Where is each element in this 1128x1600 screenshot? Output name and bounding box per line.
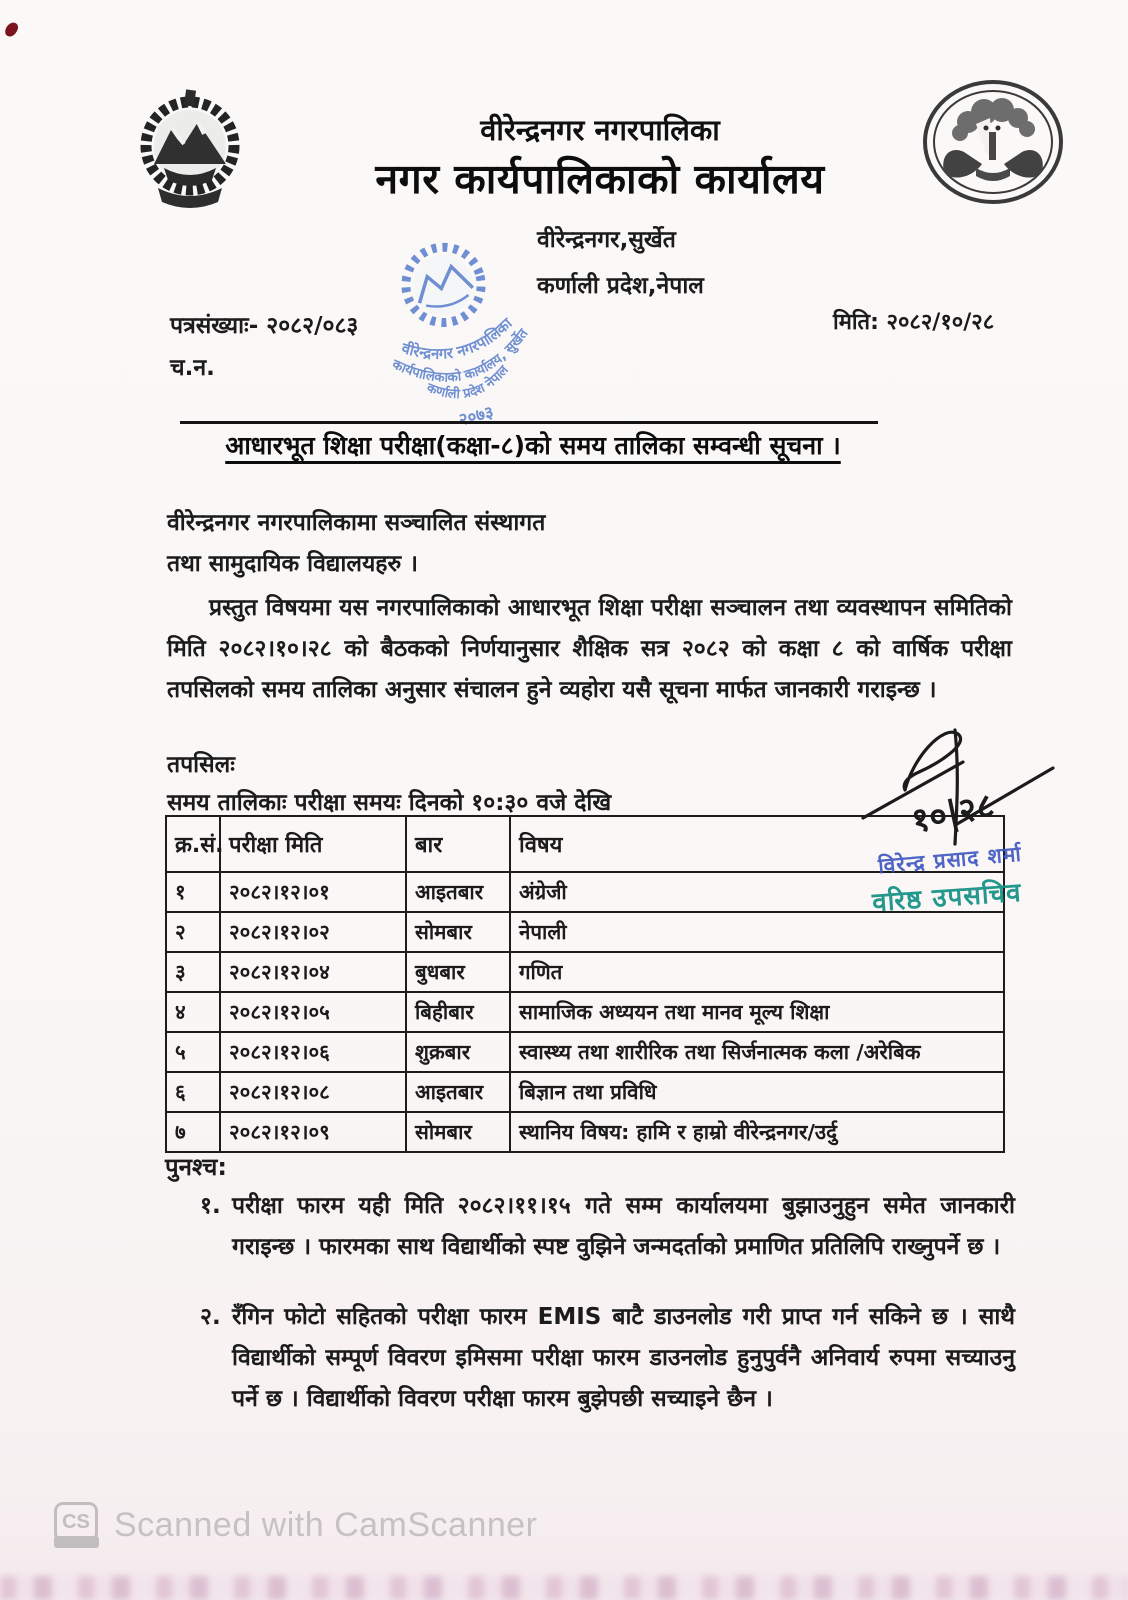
cell-day: शुक्रबार bbox=[406, 1032, 510, 1072]
exam-time-bold: परीक्षा समयः दिनको १०:३० वजे देखि bbox=[294, 790, 612, 816]
cell-date: २०८२।१२।०४ bbox=[220, 952, 406, 992]
col-header-exam-date: परीक्षा मिति bbox=[220, 816, 406, 872]
tapasil-label: तपसिलः bbox=[167, 752, 235, 778]
recipient-line-1: वीरेन्द्रनगर नगरपालिकामा सञ्चालित संस्थागत bbox=[167, 510, 546, 536]
cell-date: २०८२।१२।०१ bbox=[220, 872, 406, 912]
cell-date: २०८२।१२।०९ bbox=[220, 1112, 406, 1152]
cell-day: आइतबार bbox=[406, 1072, 510, 1112]
notice-body-paragraph: प्रस्तुत विषयमा यस नगरपालिकाको आधारभूत शिक्षा परीक्षा सञ्चालन तथा व्यवस्थापन समितिको मिति २०८२।१०।२८ को बैठकको निर्णयानुसार शैक्षिक सत्र २०८२ को कक्षा ८ को वार्षिक परीक्षा तपसिलको समय तालिका अनुसार संचालन हुने व्यहोरा यसै सूचना मार्फत जानकारी गराइन्छ । bbox=[167, 595, 1012, 703]
office-address-line2: कर्णाली प्रदेश,नेपाल bbox=[537, 273, 704, 299]
cell-subject: स्वास्थ्य तथा शारीरिक तथा सिर्जनात्मक कला /अरेबिक bbox=[510, 1032, 1004, 1072]
signer-name-stamp: विरेन्द्र प्रसाद शर्मा bbox=[877, 841, 1023, 879]
office-address-line1: वीरेन्द्रनगर,सुर्खेत bbox=[537, 227, 676, 253]
cell-sn: ६ bbox=[166, 1072, 220, 1112]
scan-artifact-speck bbox=[3, 20, 20, 38]
camscanner-watermark bbox=[54, 1502, 538, 1548]
subject-divider-rule bbox=[180, 421, 878, 424]
handwritten-date: १०|२८ bbox=[908, 785, 998, 842]
cell-sn: ५ bbox=[166, 1032, 220, 1072]
table-row bbox=[166, 1112, 1004, 1152]
cell-subject: बिज्ञान तथा प्रविधि bbox=[510, 1072, 1004, 1112]
cell-sn: १ bbox=[166, 872, 220, 912]
cell-subject: स्थानिय विषय: हामि र हाम्रो वीरेन्द्रनगर/उर्दु bbox=[510, 1112, 1004, 1152]
cell-date: २०८२।१२।०२ bbox=[220, 912, 406, 952]
cell-subject: नेपाली bbox=[510, 912, 1004, 952]
camscanner-watermark-text: Scanned with CamScanner bbox=[114, 1505, 538, 1544]
cell-day: आइतबार bbox=[406, 872, 510, 912]
office-name: नगर कार्यपालिकाको कार्यालय bbox=[375, 155, 825, 203]
recipient-line-2: तथा सामुदायिक विद्यालयहरु । bbox=[167, 551, 418, 577]
note-text: परीक्षा फारम यही मिति २०८२।११।१५ गते सम्म कार्यालयमा बुझाउनुहुन समेत जानकारी गराइन्छ । फारमका साथ विद्यार्थीको स्पष्ट वुझिने जन्मदर्ताको प्रमाणित प्रतिलिपि राख्नुपर्ने छ । bbox=[232, 1193, 1015, 1260]
note-item-1 bbox=[200, 1186, 1015, 1268]
hands-holding-tree-logo bbox=[916, 76, 1070, 218]
cell-subject: सामाजिक अध्ययन तथा मानव मूल्य शिक्षा bbox=[510, 992, 1004, 1032]
camscanner-icon-bar bbox=[54, 1536, 99, 1548]
cell-day: सोमबार bbox=[406, 912, 510, 952]
col-header-day: बार bbox=[406, 816, 510, 872]
seal-arc-text-2: कार्यपालिकाको कार्यालय, सुर्खेत bbox=[389, 326, 532, 386]
table-row bbox=[166, 1032, 1004, 1072]
cell-date: २०८२।१२।०६ bbox=[220, 1032, 406, 1072]
col-header-subject: विषय bbox=[510, 816, 1004, 872]
camscanner-icon bbox=[54, 1502, 98, 1548]
chalani-number-label: च.न. bbox=[170, 355, 215, 381]
signer-title-stamp: वरिष्ठ उपसचिव bbox=[871, 877, 1023, 919]
handwritten-signature bbox=[845, 712, 1060, 852]
table-row bbox=[166, 992, 1004, 1032]
cell-date: २०८२।१२।०५ bbox=[220, 992, 406, 1032]
cell-sn: ४ bbox=[166, 992, 220, 1032]
table-row bbox=[166, 952, 1004, 992]
cell-sn: ७ bbox=[166, 1112, 220, 1152]
exam-time-line bbox=[167, 785, 611, 817]
seal-arc-text-1: वीरेन्द्रनगर नगरपालिका bbox=[399, 314, 516, 363]
table-row bbox=[166, 1072, 1004, 1112]
note-item-2 bbox=[200, 1297, 1015, 1420]
postscript-heading: पुनश्च: bbox=[165, 1153, 227, 1181]
cell-date: २०८२।१२।०८ bbox=[220, 1072, 406, 1112]
cell-subject: अंग्रेजी bbox=[510, 872, 1004, 912]
cell-day: बिहीबार bbox=[406, 992, 510, 1032]
note-marker: १. bbox=[200, 1193, 221, 1219]
seal-year: २०७३ bbox=[456, 401, 496, 430]
seal-arc-text-3: कर्णाली प्रदेश नेपाल bbox=[424, 363, 512, 403]
cell-day: सोमबार bbox=[406, 1112, 510, 1152]
note-marker: २. bbox=[200, 1304, 221, 1330]
notice-subject-title: आधारभूत शिक्षा परीक्षा(कक्षा-८)को समय तालिका सम्वन्धी सूचना । bbox=[225, 431, 841, 460]
cell-sn: ३ bbox=[166, 952, 220, 992]
municipality-name: वीरेन्द्रनगर नगरपालिका bbox=[480, 113, 720, 147]
col-header-sn: क्र.सं. bbox=[166, 816, 220, 872]
note-text: रँगिन फोटो सहितको परीक्षा फारम EMIS बाटै डाउनलोड गरी प्राप्त गर्न सकिने छ । साथै विद्यार्थीको सम्पूर्ण विवरण इमिसमा परीक्षा फारम डाउनलोड हुनुपुर्वनै अनिवार्य रुपमा सच्याउनु पर्ने छ । विद्यार्थीको विवरण परीक्षा फारम बुझेपछी सच्याइने छैन । bbox=[232, 1304, 1015, 1412]
cell-subject: गणित bbox=[510, 952, 1004, 992]
camscanner-icon-letters: CS bbox=[54, 1502, 98, 1542]
letter-ref-number: पत्रसंख्याः- २०८२/०८३ bbox=[170, 313, 359, 339]
exam-time-prefix: समय तालिकाः bbox=[167, 790, 295, 816]
letter-date: मिति: २०८२/१०/२८ bbox=[833, 310, 995, 335]
next-page-edge-blur bbox=[0, 1576, 1128, 1600]
cell-day: बुधबार bbox=[406, 952, 510, 992]
cell-sn: २ bbox=[166, 912, 220, 952]
